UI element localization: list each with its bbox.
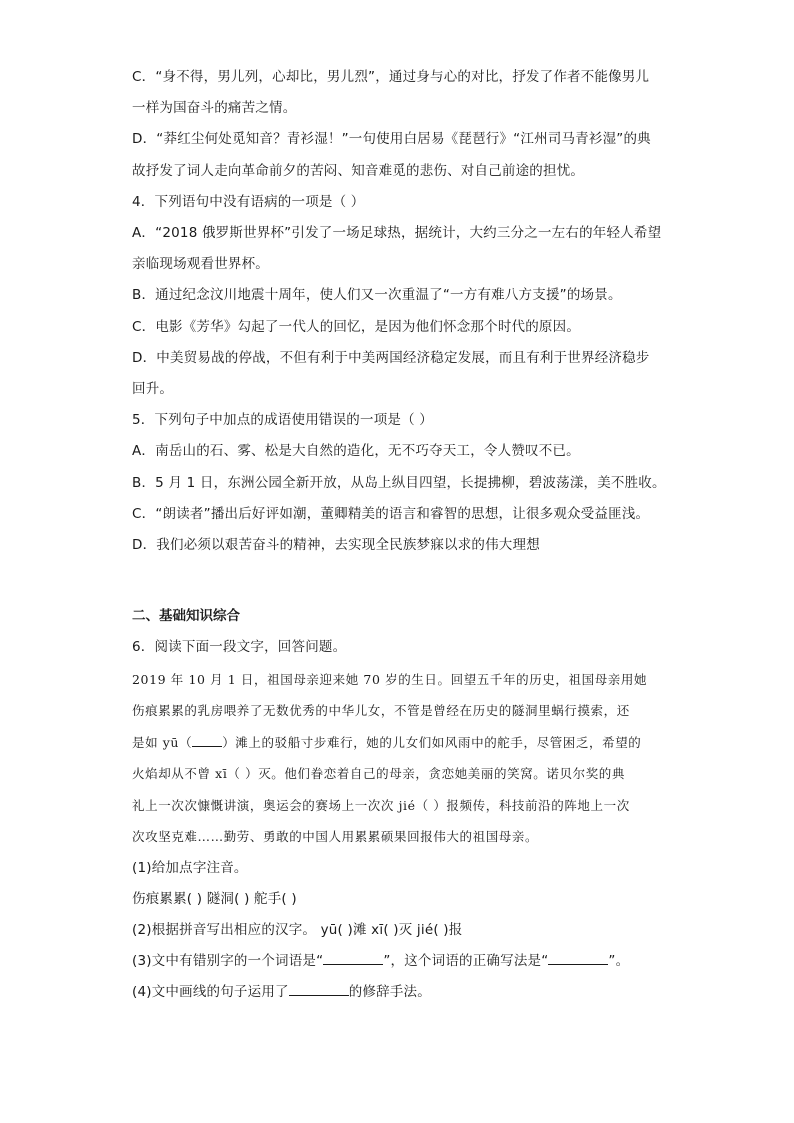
q4-option-d-line-2: 回升。 [132, 381, 174, 398]
passage-line-5: 礼上一次次慷慨讲演，奥运会的赛场上一次次 jié（ ）报频传，科技前沿的阵地上一次 [132, 797, 630, 813]
q4-option-c: C．电影《芳华》勾起了一代人的回忆，是因为他们怀念那个时代的原因。 [132, 318, 581, 335]
passage-line-3-end: ）滩上的驳船寸步难行，她的儿女们如风雨中的舵手，尽管困乏，希望的 [222, 734, 642, 750]
sub-question-4 [132, 977, 672, 1008]
sub-question-3-part-3: ”。 [608, 953, 630, 970]
question-4: 4．下列语句中没有语病的一项是（ ） [132, 193, 365, 210]
sub-question-3 [132, 946, 672, 977]
answer-blank[interactable] [323, 950, 383, 965]
q5-option-c: C．“朗读者”播出后好评如潮，董卿精美的语言和睿智的思想，让很多观众受益匪浅。 [132, 505, 650, 522]
sub-question-3-part-1: (3)文中有错别字的一个词语是“ [132, 953, 324, 970]
q4-option-a-line-2: 亲临现场观看世界杯。 [132, 256, 269, 273]
answer-blank[interactable] [192, 732, 222, 747]
sub-question-1-items: 伤痕累累( ) 隧洞( ) 舵手( ) [132, 890, 297, 907]
option-d-line-2: 故抒发了词人走向革命前夕的苦闷、知音难觅的悲伤、对自己前途的担忧。 [132, 162, 585, 179]
section-heading: 二、基础知识综合 [132, 608, 240, 625]
option-c-line-1: C．“身不得，男儿列，心却比，男儿烈”，通过身与心的对比，抒发了作者不能像男儿 [132, 69, 650, 85]
passage-line-4: 火焰却从不曾 xī（ ）灭。他们眷恋着自己的母亲，贪恋她美丽的笑窝。诺贝尔奖的典 [132, 766, 625, 782]
q5-option-a: A．南岳山的石、雾、松是大自然的造化，无不巧夺天工，令人赞叹不已。 [132, 443, 580, 460]
question-5: 5．下列句子中加点的成语使用错误的一项是（ ） [132, 412, 433, 429]
option-d-line-1: D．“莽红尘何处觅知音？青衫湿！”一句使用白居易《琵琶行》“江州司马青衫湿”的典 [132, 131, 651, 148]
passage-line-3-start: 是如 yū（ [132, 734, 193, 750]
page-content [132, 62, 672, 1009]
sub-question-4-part-1: (4)文中画线的句子运用了 [132, 984, 289, 1001]
section-gap [132, 561, 672, 601]
sub-question-3-part-2: ”，这个词语的正确写法是“ [383, 953, 549, 970]
passage-line-6: 次攻坚克难……勤劳、勇敢的中国人用累累硕果回报伟大的祖国母亲。 [132, 829, 539, 845]
q5-option-d: D．我们必须以艰苦奋斗的精神，去实现全民族梦寐以求的伟大理想 [132, 537, 540, 554]
passage-line-2: 伤痕累累的乳房喂养了无数优秀的中华儿女，不管是曾经在历史的隧洞里蜗行摸索，还 [132, 703, 630, 719]
q5-option-b: B．5 月 1 日，东洲公园全新开放，从岛上纵目四望，长提拂柳，碧波荡漾，美不胜收。 [132, 474, 666, 491]
question-6: 6．阅读下面一段文字，回答问题。 [132, 639, 347, 656]
answer-blank[interactable] [548, 950, 608, 965]
option-c-line-2: 一样为国奋斗的痛苦之情。 [132, 100, 297, 117]
sub-question-2: (2)根据拼音写出相应的汉字。 yū( )滩 xī( )灭 jié( )报 [132, 922, 463, 939]
q4-option-b: B．通过纪念汶川地震十周年，使人们又一次重温了“一方有难八方支援”的场景。 [132, 287, 622, 304]
q4-option-d-line-1: D．中美贸易战的停战，不但有利于中美两国经济稳定发展，而且有利于世界经济稳步 [132, 349, 650, 366]
q4-option-a-line-1: A．“2018 俄罗斯世界杯”引发了一场足球热，据统计，大约三分之一左右的年轻人希望 [132, 225, 662, 242]
answer-blank[interactable] [289, 981, 349, 996]
passage-line-3 [132, 727, 672, 759]
sub-question-1: (1)给加点字注音。 [132, 859, 248, 876]
sub-question-4-part-2: 的修辞手法。 [348, 984, 431, 1001]
passage-line-1: 2019 年 10 月 1 日，祖国母亲迎来她 70 岁的生日。回望五千年的历史，祖国母亲用她 [132, 671, 648, 687]
